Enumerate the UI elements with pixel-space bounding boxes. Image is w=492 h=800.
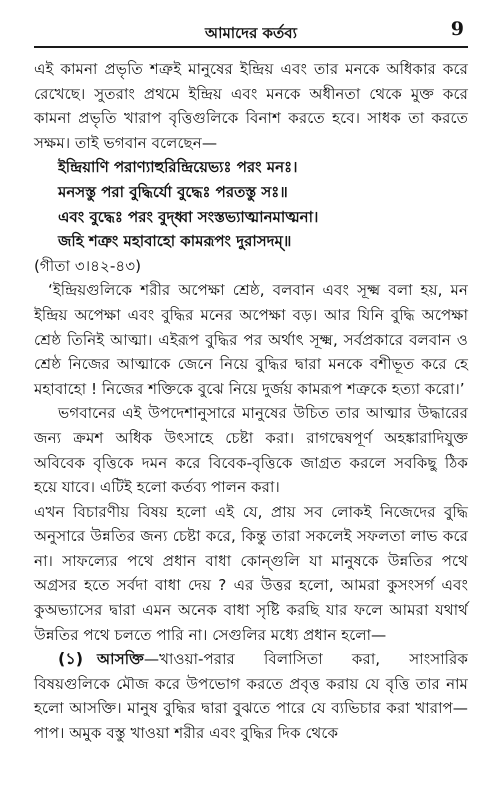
shloka-line: মনসস্তু পরা বুদ্ধির্যো বুদ্ধেঃ পরতস্তু সঃ॥ (58, 182, 288, 201)
intro-paragraph: এই কামনা প্রভৃতি শত্রুই মানুষের ইন্দ্রিয় এবং তার মনকে অধিকার করে রেখেছে। সুতরাং প্রথমে ইন্দ্রিয় এবং মনকে অধীনতা থেকে মুক্ত করে কামনা প্রভৃতি খারাপ বৃত্তিগুলিকে বিনাশ করতে হবে। সাধক তা করতে সক্ষম। তাই ভগবান বলেছেন— (34, 60, 468, 152)
page-content (34, 48, 468, 746)
translation-paragraph: ‘ইন্দ্রিয়গুলিকে শরীর অপেক্ষা শ্রেষ্ঠ, বলবান এবং সূক্ষ্ম বলা হয়, মন ইন্দ্রিয় অপেক্ষা এবং বুদ্ধির মনের অপেক্ষা বড়। আর যিনি বুদ্ধি অপেক্ষা শ্রেষ্ঠ তিনিই আত্মা। এইরূপ বুদ্ধির পর অর্থাৎ সূক্ষ্ম, সর্বপ্রকারে বলবান ও শ্রেষ্ঠ নিজের আত্মাকে জেনে নিয়ে বুদ্ধির দ্বারা মনকে বশীভূত করে হে মহাবাহো ! নিজের শক্তিকে বুঝে নিয়ে দুর্জয় কামরূপ শত্রুকে হত্যা করো।’ (34, 281, 468, 398)
page-header (34, 0, 468, 48)
running-title: আমাদের কর্তব্য (204, 24, 297, 42)
point-term: আসক্তি (97, 650, 144, 669)
point-number: (১) (58, 649, 84, 669)
shloka-line: এবং বুদ্ধেঃ পরং বুদ্ধ্বা সংস্তভ্যাত্মানমাত্মনা। (58, 207, 319, 226)
body-paragraph: ভগবানের এই উপদেশানুসারে মানুষের উচিত তার আত্মার উদ্ধারের জন্য ক্রমশ অধিক উৎসাহে চেষ্টা করা। রাগদ্বেষপূর্ণ অহঙ্কারাদিযুক্ত অবিবেক বৃত্তিকে দমন করে বিবেক-বৃত্তিকে জাগ্রত করলে সবকিছু ঠিক হয়ে যাবে। এটিই হলো কর্তব্য পালন করা। (34, 404, 468, 497)
point-text: —খাওয়া-পরার বিলাসিতা করা, সাংসারিক বিষয়গুলিকে মৌজ করে উপভোগ করতে প্রবৃত্ত করায় যে বৃত্তি তার নাম হলো আসক্তি। মানুষ বুদ্ধির দ্বারা বুঝতে পারে যে ব্যভিচার করা খারাপ—পাপ। অমুক বস্তু খাওয়া শরীর এবং বুদ্ধির দিক থেকে (34, 650, 468, 743)
shloka-line: ইন্দ্রিয়াণি পরাণ্যাহুরিন্দ্রিয়েভ্যঃ পরং মনঃ। (58, 158, 298, 177)
page-number: 9 (450, 18, 464, 40)
body-paragraph: এখন বিচারণীয় বিষয় হলো এই যে, প্রায় সব লোকই নিজেদের বুদ্ধি অনুসারে উন্নতির জন্য চেষ্টা করে, কিন্তু তারা সকলেই সফলতা লাভ করে না। সাফল্যের পথে প্রধান বাধা কোন্‌গুলি যা মানুষকে উন্নতির পথে অগ্রসর হতে সর্বদা বাধা দেয় ? এর উত্তর হলো, আমরা কুসংসর্গ এবং কুঅভ্যাসের দ্বারা এমন অনেক বাধা সৃষ্টি করছি যার ফলে আমরা যথার্থ উন্নতির পথে চলতে পারি না। সেগুলির মধ্যে প্রধান হলো— (34, 502, 468, 644)
shloka-source: (গীতা ৩।৪২-৪৩) (34, 256, 142, 275)
shloka-line: জহি শত্রুং মহাবাহো কামরূপং দুরাসদম্॥ (58, 232, 292, 251)
numbered-point (34, 647, 468, 745)
shloka-block (58, 155, 468, 253)
